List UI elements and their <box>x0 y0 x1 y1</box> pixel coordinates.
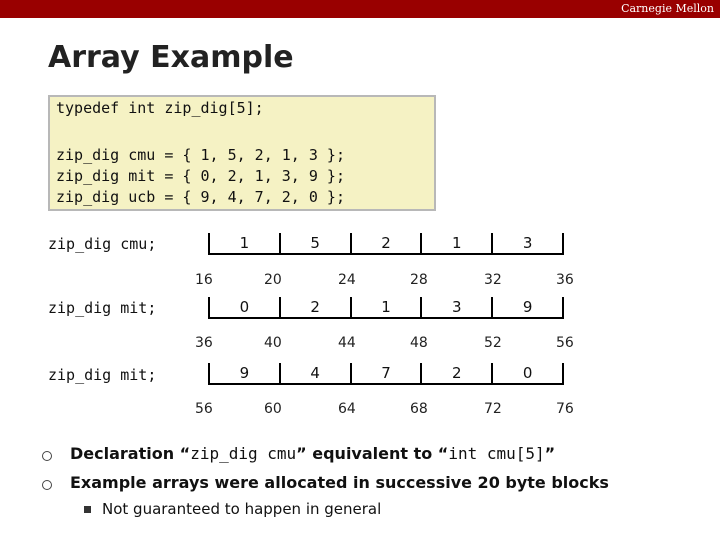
array-ucb <box>208 363 564 385</box>
array-cell: 2 <box>420 363 493 385</box>
address-label: 40 <box>264 335 282 351</box>
address-label: 64 <box>338 401 356 417</box>
address-label: 60 <box>264 401 282 417</box>
address-label: 24 <box>338 272 356 288</box>
array-label: zip_dig mit; <box>48 366 157 384</box>
array-cell: 2 <box>350 233 423 255</box>
address-label: 36 <box>195 335 213 351</box>
bullet-circle-icon <box>42 451 52 461</box>
code-line: zip_dig cmu = { 1, 5, 2, 1, 3 }; <box>56 146 345 164</box>
sub-bullet-square-icon <box>84 506 91 513</box>
array-cell: 7 <box>350 363 423 385</box>
sub-bullet-text: Not guaranteed to happen in general <box>102 500 382 518</box>
address-label: 36 <box>556 272 574 288</box>
address-label: 76 <box>556 401 574 417</box>
address-label: 72 <box>484 401 502 417</box>
address-label: 44 <box>338 335 356 351</box>
address-label: 28 <box>410 272 428 288</box>
array-cell: 1 <box>420 233 493 255</box>
array-cmu <box>208 233 564 255</box>
bullet-declaration <box>70 444 555 463</box>
code-box <box>48 95 436 211</box>
page-title: Array Example <box>48 40 294 75</box>
bullet-allocation: Example arrays were allocated in successive 20 byte blocks <box>70 473 609 492</box>
code-line: zip_dig mit = { 0, 2, 1, 3, 9 }; <box>56 167 345 185</box>
code-line: zip_dig ucb = { 9, 4, 7, 2, 0 }; <box>56 188 345 206</box>
bullet-text: ” equivalent to “ <box>296 444 449 463</box>
array-cell: 4 <box>279 363 352 385</box>
inline-code: int cmu[5] <box>448 444 545 463</box>
array-cell: 9 <box>491 297 564 319</box>
array-cell: 9 <box>208 363 281 385</box>
array-mit <box>208 297 564 319</box>
array-cell: 0 <box>208 297 281 319</box>
array-cell: 2 <box>279 297 352 319</box>
array-cell: 5 <box>279 233 352 255</box>
address-row <box>195 272 580 290</box>
address-label: 56 <box>556 335 574 351</box>
array-cell: 3 <box>420 297 493 319</box>
array-cell: 1 <box>350 297 423 319</box>
address-label: 32 <box>484 272 502 288</box>
bullet-text: Declaration “ <box>70 444 191 463</box>
bullet-circle-icon <box>42 480 52 490</box>
header-bar <box>0 0 720 18</box>
address-row <box>195 401 580 419</box>
address-label: 48 <box>410 335 428 351</box>
inline-code: zip_dig cmu <box>190 444 297 463</box>
address-label: 20 <box>264 272 282 288</box>
array-label: zip_dig cmu; <box>48 235 157 253</box>
address-label: 68 <box>410 401 428 417</box>
array-cell: 0 <box>491 363 564 385</box>
address-label: 16 <box>195 272 213 288</box>
code-line: typedef int zip_dig[5]; <box>56 99 264 117</box>
array-cell: 3 <box>491 233 564 255</box>
address-label: 56 <box>195 401 213 417</box>
address-label: 52 <box>484 335 502 351</box>
address-row <box>195 335 580 353</box>
array-label: zip_dig mit; <box>48 299 157 317</box>
array-cell: 1 <box>208 233 281 255</box>
brand-label: Carnegie Mellon <box>621 2 714 15</box>
bullet-text: ” <box>544 444 556 463</box>
